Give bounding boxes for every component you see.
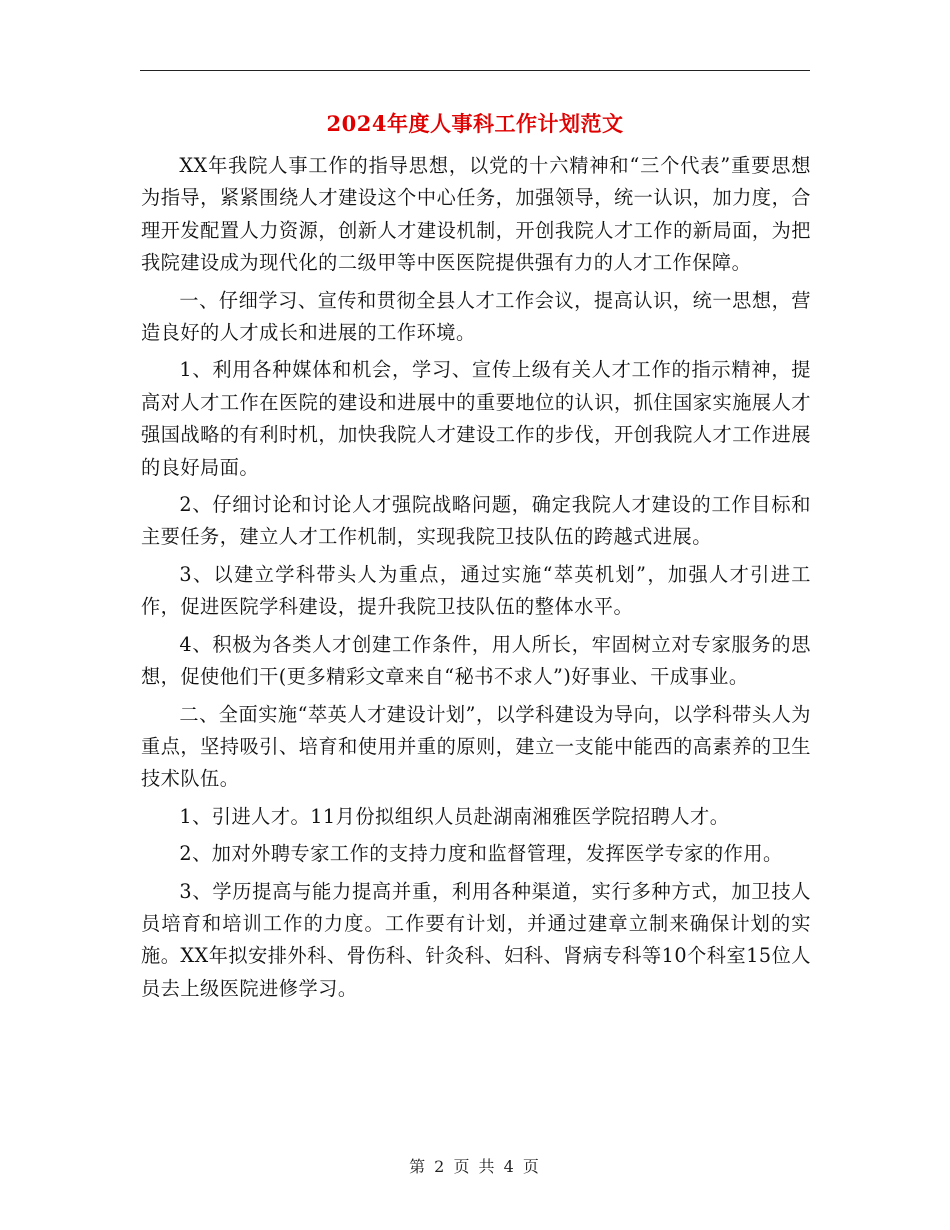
- paragraph-item-2-3: 3、学历提高与能力提高并重，利用各种渠道，实行多种方式，加卫技人员培育和培训工作的力度。工作要有计划，并通过建章立制来确保计划的实施。XX年拟安排外科、骨伤科、针灸科、妇科、肾病专科等10个科室15位人员去上级医院进修学习。: [141, 879, 811, 1000]
- paragraph-item-1-3: 3、以建立学科带头人为重点，通过实施“萃英机划”，加强人才引进工作，促进医院学科建设，提升我院卫技队伍的整体水平。: [141, 562, 811, 619]
- paragraph-section-2: 二、全面实施“萃英人才建设计划”，以学科建设为导向，以学科带头人为重点，坚持吸引、培育和使用并重的原则，建立一支能中能西的高素养的卫生技术队伍。: [141, 702, 811, 791]
- paragraph-item-1-4: 4、积极为各类人才创建工作条件，用人所长，牢固树立对专家服务的思想，促使他们干(更多精彩文章来自“秘书不求人”)好事业、干成事业。: [141, 632, 811, 689]
- paragraph-section-1: 一、仔细学习、宣传和贯彻全县人才工作会议，提高认识，统一思想，营造良好的人才成长和进展的工作环境。: [141, 288, 811, 345]
- paragraph-intro: XX年我院人事工作的指导思想，以党的十六精神和“三个代表”重要思想为指导，紧紧围绕人才建设这个中心任务，加强领导，统一认识，加力度，合理开发配置人力资源，创新人才建设机制，开创我院人才工作的新局面，为把我院建设成为现代化的二级甲等中医医院提供强有力的人才工作保障。: [141, 154, 811, 275]
- page-number-footer: 第 2 页 共 4 页: [409, 1157, 541, 1176]
- document-body: [141, 150, 811, 1010]
- paragraph-item-1-1: 1、利用各种媒体和机会，学习、宣传上级有关人才工作的指示精神，提高对人才工作在医院的建设和进展中的重要地位的认识，抓住国家实施展人才强国战略的有利时机，加快我院人才建设工作的步伐，开创我院人才工作进展的良好局面。: [141, 358, 811, 479]
- paragraph-item-2-1: 1、引进人才。11月份拟组织人员赴湖南湘雅医学院招聘人才。: [179, 804, 730, 828]
- header-rule: [140, 70, 810, 71]
- paragraph-item-1-2: 2、仔细讨论和讨论人才强院战略问题，确定我院人才建设的工作目标和主要任务，建立人才工作机制，实现我院卫技队伍的跨越式进展。: [141, 493, 811, 549]
- paragraph-item-2-2: 2、加对外聘专家工作的支持力度和监督管理，发挥医学专家的作用。: [179, 842, 783, 866]
- document-title: 2024年度人事科工作计划范文: [326, 111, 624, 136]
